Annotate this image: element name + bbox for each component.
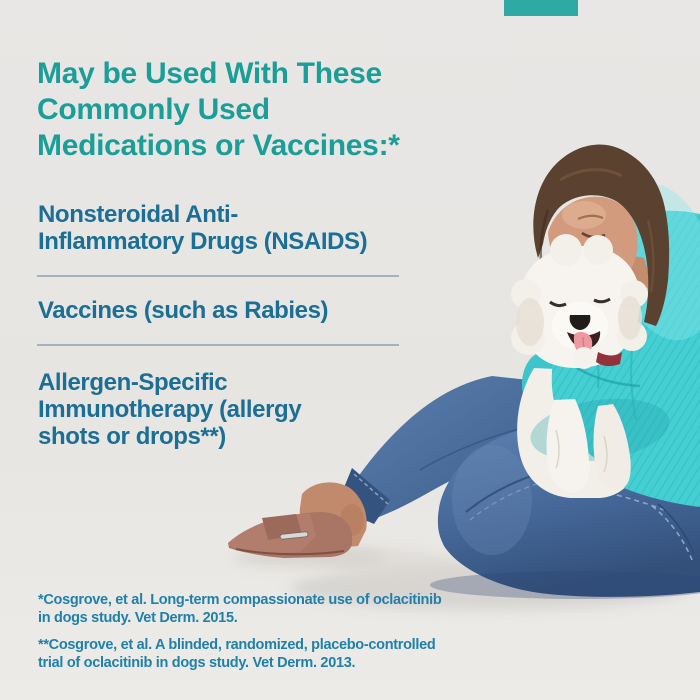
- list-item-text: Inflammatory Drugs (NSAIDS): [38, 228, 368, 255]
- list-item-vaccines: [38, 297, 328, 324]
- list-item-text: shots or drops**): [38, 423, 226, 450]
- list-item-text: Vaccines (such as Rabies): [38, 297, 329, 324]
- list-item-text: Nonsteroidal Anti-: [38, 201, 238, 228]
- footnote-1: [38, 591, 441, 627]
- list-item-text: Allergen-Specific: [38, 369, 228, 396]
- accent-bar: [504, 0, 578, 16]
- footnote-2: [38, 636, 435, 672]
- divider: [37, 344, 399, 346]
- list-item-text: Immunotherapy (allergy: [38, 396, 302, 423]
- footnote-text: in dogs study. Vet Derm. 2015.: [38, 610, 238, 626]
- footnote-text: *Cosgrove, et al. Long-term compassionate use of oclacitinib: [38, 592, 442, 608]
- footnote-text: **Cosgrove, et al. A blinded, randomized, placebo-controlled: [38, 637, 436, 653]
- page-title: [37, 56, 400, 164]
- list-item-nsaids: [38, 201, 367, 255]
- footnote-text: trial of oclacitinib in dogs study. Vet Derm. 2013.: [38, 655, 356, 671]
- divider: [37, 275, 399, 277]
- foot-and-shoe: [228, 482, 367, 558]
- headline-line-2: Commonly Used: [37, 93, 270, 126]
- list-item-immunotherapy: [38, 369, 301, 450]
- headline-line-1: May be Used With These: [37, 57, 382, 90]
- headline-line-3: Medications or Vaccines:*: [37, 129, 400, 162]
